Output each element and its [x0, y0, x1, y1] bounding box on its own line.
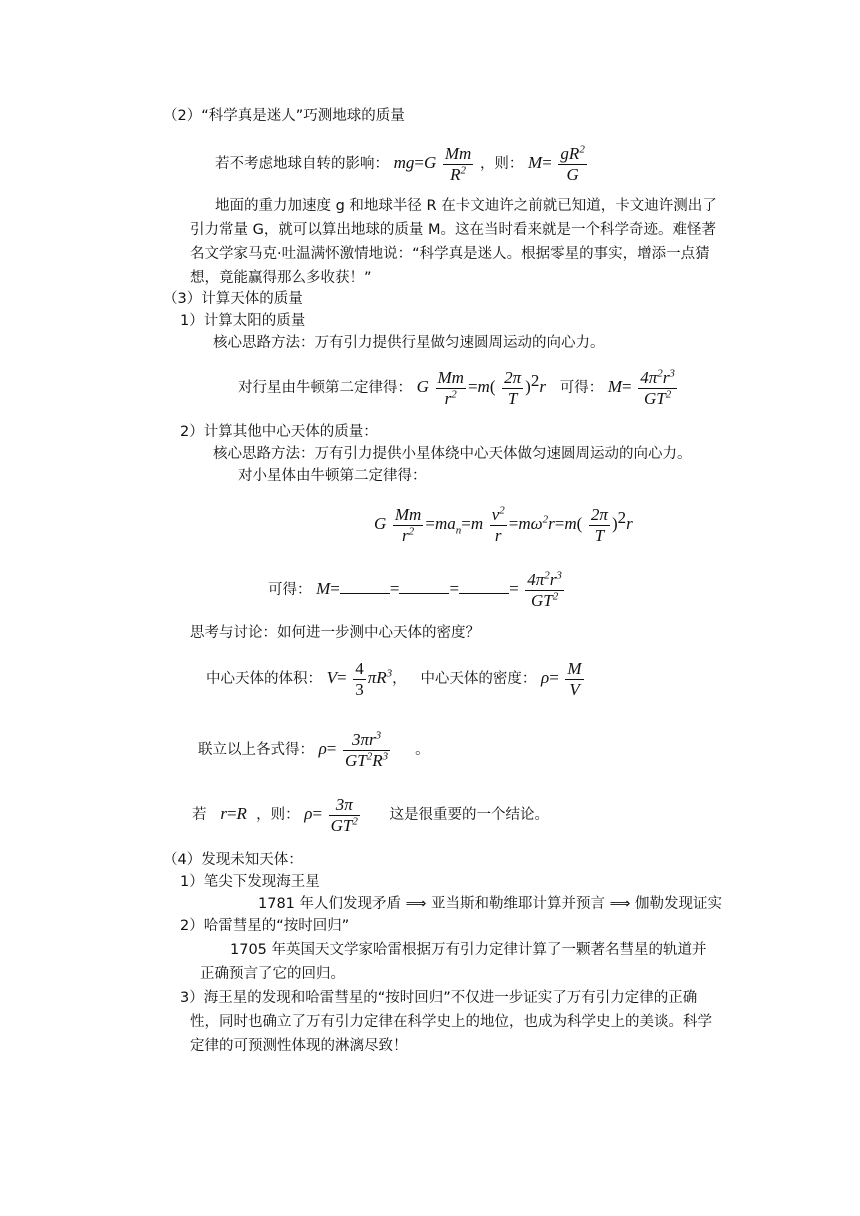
sub2-method: 核心思路方法：万有引力提供小星体绕中心天体做匀速圆周运动的向心力。 [213, 446, 692, 462]
item2-heading: 2）哈雷彗星的“按时回归” [180, 918, 350, 934]
blank-2 [399, 579, 449, 594]
formula-prefix: 若不考虑地球自转的影响： [215, 156, 389, 172]
formula-then: ，则： [479, 156, 524, 172]
section2-heading: （2）“科学真是迷人”巧测地球的质量 [163, 108, 405, 124]
item3-line-2: 性，同时也确立了万有引力定律在科学史上的地位，也成为科学史上的美谈。科学 [190, 1014, 712, 1030]
para-line-2: 引力常量 G，就可以算出地球的质量 M。这在当时看来就是一个科学奇迹。难怪著 [190, 222, 716, 238]
implies-arrow-icon: ⟹ [609, 896, 631, 912]
result-blanks-line: 可得： M= = = = $\frac{4\pi^2r^3}{GT^2}$ [268, 568, 562, 610]
para-line-1: 地面的重力加速度 g 和地球半径 R 在卡文迪许之前就已知道，卡文迪许测出了 [215, 198, 717, 214]
sub2-heading: 2）计算其他中心天体的质量： [180, 424, 378, 440]
item2-line-1: 1705 年英国天文学家哈雷根据万有引力定律计算了一颗著名彗星的轨道并 [230, 942, 707, 958]
item2-line-2: 正确预言了它的回归。 [200, 966, 345, 982]
implies-arrow-icon: ⟹ [405, 896, 427, 912]
sub1-method: 核心思路方法：万有引力提供行星做匀速圆周运动的向心力。 [213, 335, 605, 351]
conclusion-text: 这是很重要的一个结论。 [389, 807, 550, 823]
fraction-gR2-G: $\frac{gR^2}{G}$ [560, 142, 585, 184]
combine-label: 联立以上各式得： [198, 742, 314, 758]
item1-heading: 1）笔尖下发现海王星 [180, 874, 320, 890]
then-label: ，则： [256, 807, 300, 823]
sub1-heading: 1）计算太阳的质量 [180, 313, 306, 329]
earth-mass-formula-line: 若不考虑地球自转的影响： mg=G $\frac{Mm}{R^2}$ ，则： M= $\frac{gR^2}{G}$ [215, 142, 585, 184]
sub2-formula-prefix: 对小星体由牛顿第二定律得： [238, 468, 427, 484]
item3-line-3: 定律的可预测性体现的淋漓尽致！ [190, 1038, 408, 1054]
result-label: 可得： [559, 380, 604, 396]
section4-heading: （4）发现未知天体： [163, 852, 303, 868]
if-label: 若 [192, 807, 207, 823]
para-line-4: 想，竟能赢得那么多收获！” [190, 270, 372, 286]
volume-density-line: 中心天体的体积： V= $\frac{4}{3}$ $\pi R^3$， 中心天体的密度： ρ= $\frac{M}{V}$ [206, 658, 582, 699]
blank-1 [340, 579, 390, 594]
section3-heading: （3）计算天体的质量 [163, 291, 303, 307]
para-line-3: 名文学家马克·吐温满怀激情地说：“科学真是迷人。根据零星的事实，增添一点猜 [190, 246, 710, 262]
blank-3 [459, 579, 509, 594]
conclusion-line: 若 r=R ，则： ρ= $\frac{3\pi}{GT^2}$ 这是很重要的一个结论。 [192, 794, 550, 835]
period: 。 [415, 742, 430, 758]
item1-detail: 1781 年人们发现矛盾 ⟹ 亚当斯和勒维耶计算并预言 ⟹ 伽勒发现证实 [258, 896, 723, 912]
fraction-Mm-R2: $\frac{Mm}{R^2}$ [444, 143, 472, 184]
formula-mg: mg [393, 153, 415, 172]
combined-line: 联立以上各式得： ρ= $\frac{3\pi r^3}{GT^2R^3}$ 。 [198, 728, 430, 770]
central-body-formula-line: G $\frac{Mm}{r^2}$ $=ma_n=m$ $\frac{v^2}{r}$ $=m\omega^2r=m$( $\frac{2\pi}{T}$ )$^2$r [374, 503, 633, 545]
item3-line-1: 3）海王星的发现和哈雷彗星的“按时回归”不仅进一步证实了万有引力定律的正确 [180, 990, 698, 1006]
volume-label: 中心天体的体积： [206, 671, 322, 687]
formula-prefix: 对行星由牛顿第二定律得： [238, 380, 412, 396]
density-label: 中心天体的密度： [420, 671, 537, 687]
result-label: 可得： [268, 582, 312, 598]
sun-mass-formula-line: 对行星由牛顿第二定律得： G $\frac{Mm}{r^2}$ =m( $\frac{2\pi}{T}$ )$^2$r 可得： M= $\frac{4\pi^2r^3}{GT^2}$ [238, 366, 675, 408]
discussion-question: 思考与讨论：如何进一步测中心天体的密度？ [190, 625, 480, 641]
